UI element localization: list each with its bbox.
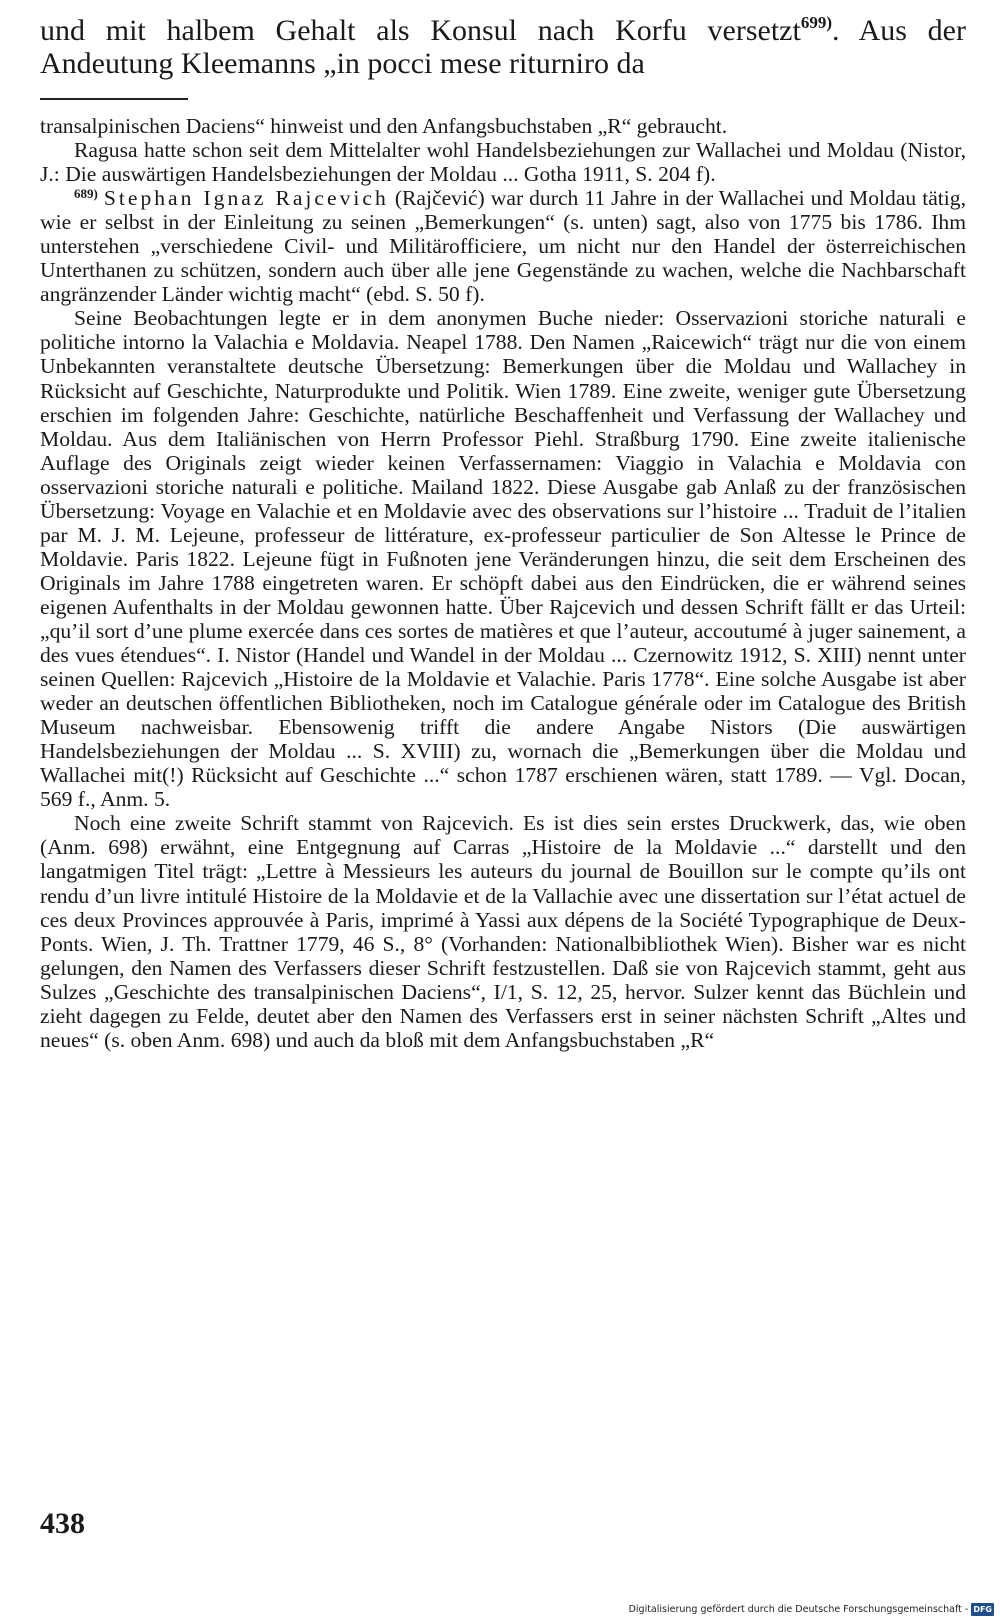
footnote-paragraph: Noch eine zweite Schrift stammt von Rajcevich. Es ist dies sein erstes Druckwerk, das, wie oben (Anm. 698) erwähnt, eine Entgegnung auf Carras „Histoire de la Moldavie ...“ darstellt und den langatmigen Titel trägt: „Lettre à Messieurs les auteurs du journal de Bouillon sur le compte qu’ils ont rendu d’un livre intitulé Histoire de la Moldavie et de la Vallachie avec une dissertation sur l’état actuel de ces deux Provinces approuvée à Paris, imprimé à Yassi aux dépens de la Société Typographique de Deux-Ponts. Wien, J. Th. Trattner 1779, 46 S., 8° (Vorhanden: Nationalbibliothek Wien). Bisher war es nicht gelungen, den Namen des Verfassers dieser Schrift festzustellen. Daß sie von Rajcevich stammt, geht aus Sulzes „Geschichte des transalpinischen Daciens“, I/1, S. 12, 25, hervor. Sulzer kennt das Büchlein und zieht dagegen zu Felde, deutet aber den Namen des Verfassers erst in seiner nächsten Schrift „Altes und neues“ (s. oben Anm. 698) und auch da bloß mit dem Anfangsbuchstaben „R“ [40, 811, 966, 1052]
footnotes-section [40, 114, 966, 1052]
footnote-text: (Rajčević) war durch 11 Jahre in der Wallachei und Moldau tätig, wie er selbst in der Einleitung zu seinen „Bemerkungen“ (s. unten) sagt, also von 1775 bis 1786. Ihm unterstehen „verschiedene Civil- und Militärofficiere, um nicht nur den Handel der österreichischen Unterthanen zu schützen, sondern auch über alle jene Gegenstände zu wachen, welche die Nachbarschaft angränzender Länder wichtig macht“ (ebd. S. 50 f). [40, 186, 967, 307]
main-text-line: und mit halbem Gehalt als Konsul nach Korfu versetzt [40, 14, 801, 47]
footer-credit: Digitalisierung gefördert durch die Deutsche Forschungsgemeinschaft - [628, 1604, 969, 1615]
footnote-paragraph: Seine Beobachtungen legte er in dem anonymen Buche nieder: Osservazioni storiche naturali e politiche intorno la Valachia e Moldavia. Neapel 1788. Den Namen „Raicewich“ trägt nur die von einem Unbekannten veranstaltete deutsche Übersetzung: Bemerkungen über die Moldau und Wallachey in Rücksicht auf Geschichte, Naturprodukte und Politik. Wien 1789. Eine zweite, weniger gute Übersetzung erschien im folgenden Jahre: Geschichte, natürliche Beschaffenheit und Verfassung der Wallachey und Moldau. Aus dem Italiänischen von Herrn Professor Piehl. Straßburg 1790. Eine zweite italienische Auflage des Originals zeigt wieder keinen Verfassernamen: Viaggio in Valachia e Moldavia con osservazioni storiche naturali e politiche. Mailand 1822. Diese Ausgabe gab Anlaß zu der französischen Übersetzung: Voyage en Valachie et en Moldavie avec des observations sur l’histoire ... Traduit de l’italien par M. J. M. Lejeune, professeur de littérature, ex-professeur particulier de Son Altesse le Prince de Moldavie. Paris 1822. Lejeune fügt in Fußnoten jene Veränderungen hinzu, die seit dem Erscheinen des Originals im Jahre 1788 eingetreten waren. Er schöpft dabei aus den Eindrücken, die er während seines eigenen Aufenthalts in der Moldau gewonnen hatte. Über Rajcevich und dessen Schrift fällt er das Urteil: „qu’il sort d’une plume exercée dans ces sortes de matières et que l’auteur, accoutumé à juger sainement, a des vues étendues“. I. Nistor (Handel und Wandel in der Moldau ... Czernowitz 1912, S. XIII) nennt unter seinen Quellen: Rajcevich „Histoire de la Moldavie et Valachie. Paris 1778“. Eine solche Ausgabe ist aber weder an deutschen öffentlichen Bibliotheken, noch im Catalogue générale oder im Catalogue des British Museum nachweisbar. Ebensowenig trifft die andere Angabe Nistors (Die auswärtigen Handelsbeziehungen der Moldau ... S. XVIII) zu, wornach die „Bemerkungen über die Moldau und Wallachei mit(!) Rücksicht auf Geschichte ...“ schon 1787 erschienen wären, statt 1789. — Vgl. Docan, 569 f., Anm. 5. [40, 306, 966, 812]
footnote-paragraph: transalpinischen Daciens“ hinweist und den Anfangsbuchstaben „R“ gebraucht. [40, 114, 728, 138]
footnote-reference: 699) [800, 13, 832, 32]
person-name: Stephan Ignaz Rajcevich [103, 186, 389, 211]
document-page [40, 0, 966, 1618]
footnote-number: 689) [74, 186, 98, 202]
digitization-footer [629, 1603, 994, 1616]
page-number: 438 [40, 1507, 85, 1540]
main-text [40, 14, 966, 80]
main-text-continuation: . Aus der Andeutung Kleemanns „in pocci mese riturniro da [40, 14, 966, 80]
footnote-separator-rule [40, 98, 188, 100]
footnote-689 [40, 186, 966, 306]
dfg-logo-icon: DFG [973, 1605, 992, 1614]
footnote-paragraph: Ragusa hatte schon seit dem Mittelalter wohl Handelsbeziehungen zur Wallachei und Moldau (Nistor, J.: Die auswärtigen Handelsbeziehungen der Moldau ... Gotha 1911, S. 204 f). [40, 138, 966, 187]
